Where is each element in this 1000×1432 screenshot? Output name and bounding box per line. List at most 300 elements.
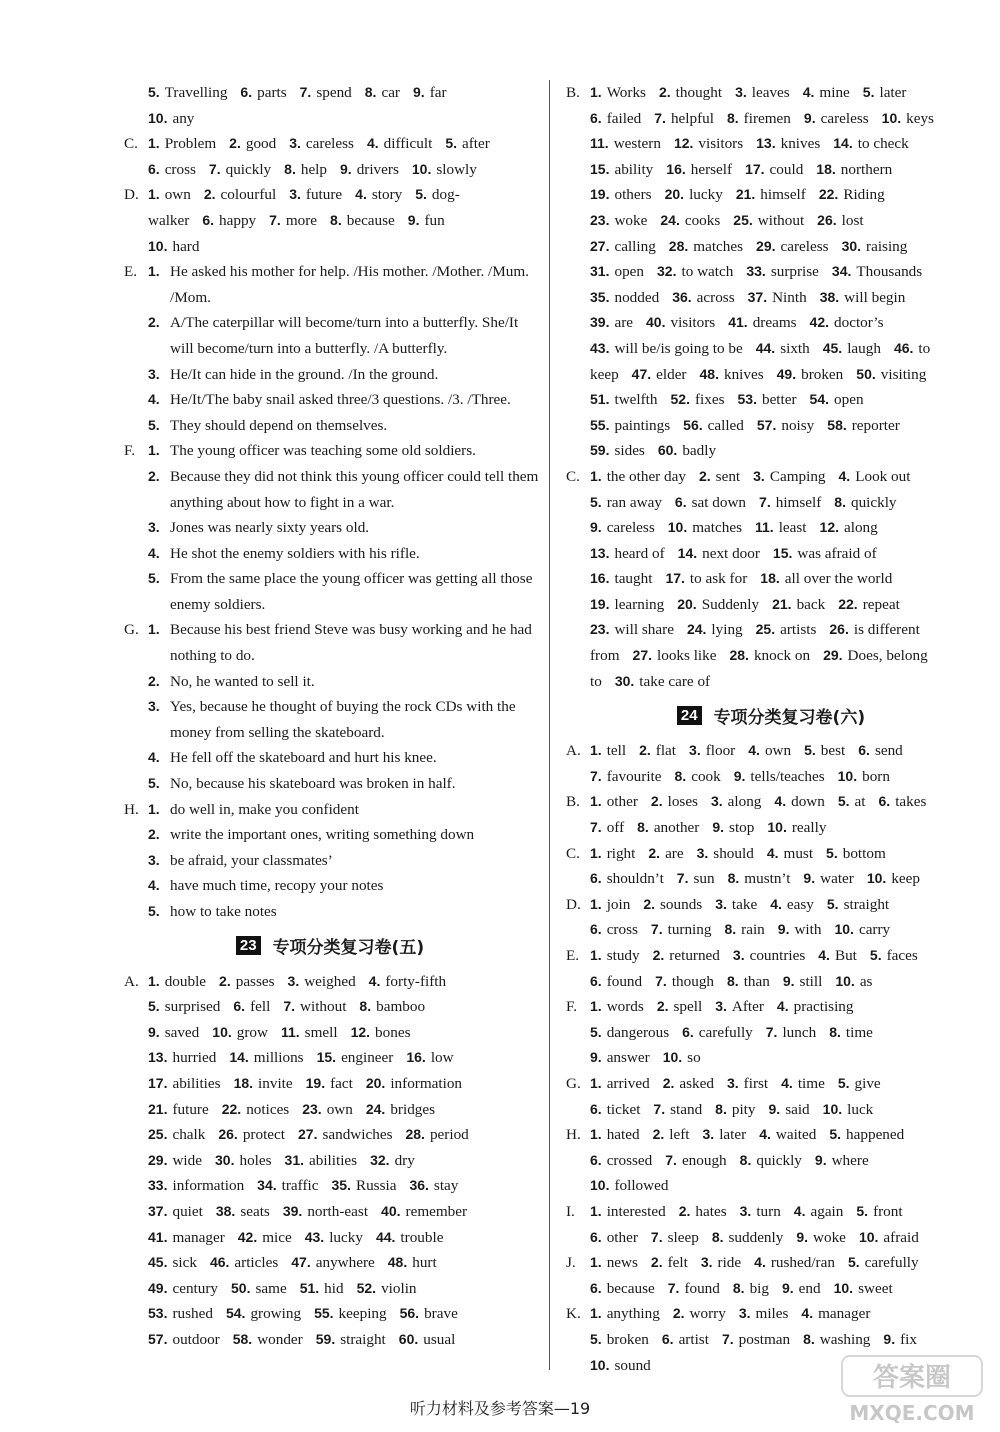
answer-line <box>590 592 980 618</box>
answer-text: straight <box>843 895 890 913</box>
answer-line <box>590 789 980 815</box>
question-number: 33. <box>148 1177 168 1194</box>
answer-text: waited <box>775 1126 817 1144</box>
question-number: 11. <box>280 1023 300 1040</box>
answer-text: wonder <box>257 1330 303 1348</box>
question-number: 56. <box>683 416 703 433</box>
question-number: 10. <box>858 1228 879 1245</box>
answer-text: hurt <box>412 1254 437 1272</box>
question-number: 34. <box>831 263 852 280</box>
answer-text: herself <box>690 160 733 178</box>
question-number: 7. <box>654 109 666 126</box>
answer-text: across <box>696 288 735 306</box>
question-number: 6. <box>590 1279 602 1296</box>
answer-text: found <box>684 1279 720 1297</box>
question-number: 3. <box>715 998 727 1015</box>
answer-item <box>148 771 540 797</box>
question-number: 17. <box>745 160 765 177</box>
answer-text: dreams <box>752 314 797 332</box>
answer-text: along <box>727 793 762 811</box>
section-label: C. <box>566 467 580 485</box>
answer-text: notices <box>246 1100 290 1118</box>
answer-text: will begin <box>844 288 906 306</box>
answer-item <box>148 541 540 567</box>
question-number: 45. <box>822 339 843 356</box>
answer-text: He fell off the skateboard and hurt his knee. <box>170 749 437 767</box>
section-label: C. <box>124 135 138 153</box>
answer-text: badly <box>682 442 717 460</box>
question-number: 40. <box>381 1202 401 1219</box>
question-number: 2. <box>219 972 231 989</box>
answer-text: any <box>172 109 195 127</box>
answer-text: the other day <box>606 467 686 485</box>
answer-text: himself <box>775 493 822 511</box>
answer-text: news <box>606 1254 638 1272</box>
answer-text: rain <box>741 921 765 939</box>
question-number: 19. <box>590 595 610 612</box>
question-number: 10. <box>590 1356 610 1373</box>
answer-text: sweet <box>858 1279 893 1297</box>
answer-item <box>148 464 540 515</box>
question-number: 1. <box>148 972 160 989</box>
answer-line <box>590 310 980 336</box>
answer-text: rushed <box>172 1305 213 1323</box>
answer-text: quiet <box>172 1202 203 1220</box>
answer-text: artist <box>678 1330 709 1348</box>
question-number: 38. <box>215 1202 236 1219</box>
answer-text: lucky <box>689 186 723 204</box>
question-number: 9. <box>796 1228 809 1245</box>
page-footer: 听力材料及参考答案—19 <box>409 1399 591 1418</box>
answer-text: northern <box>840 160 893 178</box>
question-number: 19. <box>305 1074 326 1091</box>
question-number: 9. <box>781 1279 794 1296</box>
answer-text: careless <box>820 109 869 127</box>
answer-line <box>590 438 980 464</box>
question-number: 14. <box>677 544 698 561</box>
answer-text: Camping <box>769 467 826 485</box>
question-number: 6. <box>240 84 253 100</box>
answer-text: with <box>794 921 822 939</box>
answer-text: millions <box>253 1049 304 1067</box>
question-number: 6. <box>590 109 602 126</box>
question-number: 35. <box>331 1177 351 1194</box>
question-number: 10. <box>881 109 902 126</box>
question-number: 26. <box>817 211 837 228</box>
answer-section <box>562 994 980 1071</box>
question-number: 4. <box>368 972 381 989</box>
question-number: 47. <box>631 365 652 382</box>
answer-text: though <box>671 972 715 990</box>
question-number: 4. <box>759 1126 771 1143</box>
answer-line <box>590 643 980 669</box>
question-number: 1. <box>590 947 602 963</box>
question-number: 1. <box>590 84 602 100</box>
answer-text: knives <box>723 365 764 383</box>
question-number: 10. <box>667 519 688 536</box>
question-number: 40. <box>646 314 666 331</box>
question-number: 13. <box>590 544 610 561</box>
answer-text: right <box>606 844 636 862</box>
answer-text: visitors <box>698 135 744 153</box>
question-number: 42. <box>809 314 830 331</box>
question-number: 23. <box>590 211 610 228</box>
answer-text: fixes <box>694 391 725 409</box>
answer-text: happy <box>219 211 257 229</box>
question-number: 17. <box>148 1074 168 1091</box>
section-label: E. <box>124 263 138 281</box>
answer-text: wide <box>172 1151 202 1169</box>
answer-text: abilities <box>172 1074 221 1092</box>
answer-text: crossed <box>606 1151 653 1169</box>
answer-text: rushed/ran <box>770 1254 835 1272</box>
question-number: 7. <box>653 1100 666 1117</box>
answer-section <box>562 80 980 464</box>
answer-section <box>120 80 540 131</box>
question-number: 6. <box>661 1330 674 1347</box>
answer-text: least <box>778 519 807 537</box>
section-label: D. <box>566 895 581 913</box>
question-number: 13. <box>756 135 776 152</box>
answer-line <box>590 1327 980 1353</box>
section-label: H. <box>124 800 139 818</box>
answer-line <box>590 234 980 260</box>
question-number: 37. <box>747 288 768 305</box>
answer-text: Because his best friend Steve was busy working and he had nothing to do. <box>170 621 532 665</box>
section-label: E. <box>566 947 580 964</box>
answer-text: western <box>613 135 661 153</box>
question-number: 6. <box>148 160 160 177</box>
question-number: 1. <box>590 1305 602 1322</box>
question-number: 7. <box>650 921 663 938</box>
question-number: 7. <box>759 493 771 510</box>
answer-section <box>120 131 540 182</box>
question-number: 23. <box>302 1100 322 1117</box>
question-number: 6. <box>590 921 602 938</box>
question-number: 7. <box>655 972 667 989</box>
question-number: 41. <box>728 314 748 331</box>
question-number: 5. <box>856 1202 869 1219</box>
question-number: 10. <box>837 767 858 784</box>
answer-text: firemen <box>743 109 791 127</box>
answer-section <box>120 438 540 617</box>
question-number: 8. <box>727 972 739 989</box>
question-number: 5. <box>590 1330 602 1347</box>
question-number: 6. <box>682 1023 694 1040</box>
question-number: 8. <box>330 211 342 228</box>
section-label: D. <box>124 186 139 204</box>
answer-text: But <box>834 947 857 964</box>
answer-text: cross <box>164 160 196 178</box>
answer-text: lying <box>711 621 743 639</box>
answer-text: growing <box>250 1305 302 1323</box>
answer-line <box>590 617 980 643</box>
question-number: 4. <box>838 467 851 484</box>
question-number: 3. <box>148 851 160 868</box>
answer-text: raising <box>866 237 908 255</box>
answer-item <box>148 413 540 439</box>
question-number: 38. <box>819 288 840 305</box>
question-number: 6. <box>590 1100 602 1117</box>
question-number: 54. <box>225 1305 246 1322</box>
answer-text: anything <box>606 1305 660 1323</box>
question-number: 4. <box>148 544 160 561</box>
question-number: 11. <box>590 135 609 152</box>
watermark-url: MXQE.COM <box>849 1401 975 1425</box>
answer-text: back <box>796 595 826 613</box>
question-number: 7. <box>299 84 312 100</box>
answer-text: matches <box>693 237 744 255</box>
question-number: 4. <box>781 1074 793 1091</box>
question-number: 3. <box>732 947 745 963</box>
answer-line <box>590 362 980 388</box>
answer-text: century <box>172 1279 219 1297</box>
question-number: 5. <box>148 998 160 1015</box>
question-number: 2. <box>639 742 651 759</box>
answer-text: lunch <box>782 1023 817 1041</box>
answer-text: No, he wanted to sell it. <box>170 672 315 690</box>
question-number: 16. <box>406 1049 426 1066</box>
answer-text: smell <box>304 1023 338 1041</box>
answer-text: stand <box>670 1100 703 1118</box>
question-number: 1. <box>590 1202 602 1219</box>
answer-text: knives <box>780 135 821 153</box>
question-number: 51. <box>590 391 610 408</box>
answer-text: forty-fifth <box>385 972 447 990</box>
answer-text: ability <box>614 160 654 178</box>
question-number: 5. <box>445 135 457 152</box>
answer-item <box>148 848 540 874</box>
answer-section <box>562 464 980 694</box>
question-number: 2. <box>656 998 669 1015</box>
question-number: 50. <box>856 365 876 382</box>
answer-text: sandwiches <box>322 1126 393 1144</box>
answer-section <box>562 789 980 840</box>
question-number: 3. <box>739 1202 752 1219</box>
answer-text: cross <box>606 921 638 939</box>
answer-text: usual <box>423 1330 456 1348</box>
answer-text: first <box>743 1074 769 1092</box>
question-number: 3. <box>710 793 723 810</box>
answer-text: own <box>164 186 191 204</box>
answer-text: suddenly <box>728 1228 784 1246</box>
question-number: 6. <box>878 793 891 810</box>
question-number: 30. <box>614 672 635 689</box>
question-number: 43. <box>590 339 610 356</box>
question-number: 6. <box>202 211 215 228</box>
question-number: 24. <box>365 1100 386 1117</box>
section-label: F. <box>124 442 136 460</box>
question-number: 4. <box>766 844 779 861</box>
question-number: 43. <box>304 1228 325 1245</box>
question-number: 4. <box>366 135 379 152</box>
answer-line <box>148 80 540 106</box>
answer-line <box>148 1071 540 1097</box>
answer-line <box>590 669 980 695</box>
answer-text: fun <box>424 211 445 229</box>
answer-text: said <box>785 1100 810 1118</box>
question-number: 8. <box>364 84 377 100</box>
answer-line <box>590 566 980 592</box>
section-title: 专项分类复习卷(六) <box>713 707 866 728</box>
question-number: 9. <box>712 819 725 836</box>
question-number: 1. <box>148 263 160 280</box>
answer-text: violin <box>381 1279 417 1297</box>
answer-text: noisy <box>781 416 815 434</box>
answer-text: other <box>606 1228 638 1246</box>
answer-line <box>148 1327 540 1353</box>
answer-text: lost <box>841 211 864 229</box>
answer-text: are <box>614 314 634 332</box>
question-number: 8. <box>637 819 649 836</box>
answer-item <box>148 694 540 745</box>
answer-text: time <box>797 1074 825 1092</box>
answer-line <box>148 1276 540 1302</box>
question-number: 58. <box>232 1330 253 1347</box>
question-number: 5. <box>148 570 160 587</box>
question-number: 2. <box>148 467 160 484</box>
question-number: 2. <box>658 84 671 100</box>
answer-text: good <box>245 135 277 153</box>
answer-text: hates <box>695 1202 727 1220</box>
answer-text: easy <box>786 895 814 913</box>
answer-text: failed <box>606 109 642 127</box>
answer-text: join <box>606 895 631 913</box>
answer-text: worry <box>689 1305 726 1323</box>
answer-text: manager <box>818 1305 871 1323</box>
answer-text: hurried <box>172 1049 217 1067</box>
answer-text: down <box>791 793 825 811</box>
question-number: 56. <box>399 1305 420 1322</box>
answer-line <box>590 182 980 208</box>
question-number: 16. <box>666 160 686 177</box>
answer-line <box>590 815 980 841</box>
answer-item <box>148 899 540 925</box>
answer-line <box>148 969 540 995</box>
question-number: 2. <box>650 1254 663 1271</box>
answer-section <box>562 1122 980 1199</box>
section-label: B. <box>566 793 580 811</box>
answer-text: car <box>381 84 400 101</box>
answer-text: mustn’t <box>744 870 791 888</box>
answer-text: asked <box>679 1074 714 1092</box>
answer-line <box>590 969 980 995</box>
answer-line <box>148 1225 540 1251</box>
answer-text: afraid <box>883 1228 919 1246</box>
question-number: 10. <box>662 1049 683 1066</box>
answer-text: careless <box>305 135 354 153</box>
question-number: 4. <box>754 1254 766 1271</box>
answer-text: carefully <box>864 1254 919 1272</box>
question-number: 3. <box>289 186 301 203</box>
answer-text: colourful <box>220 186 277 204</box>
question-number: 22. <box>838 595 858 612</box>
answer-text: without <box>300 998 347 1016</box>
question-number: 10. <box>148 109 168 126</box>
answer-text: sat down <box>691 493 747 511</box>
answer-text: sick <box>172 1254 197 1272</box>
answer-line <box>590 892 980 918</box>
answer-text: so <box>687 1049 701 1067</box>
answer-line <box>148 1250 540 1276</box>
answer-text: bones <box>375 1023 411 1041</box>
question-number: 35. <box>590 288 610 305</box>
question-number: 8. <box>284 160 296 177</box>
question-number: 5. <box>829 1126 842 1143</box>
answer-line <box>590 1276 980 1302</box>
question-number: 6. <box>674 493 687 510</box>
question-number: 57. <box>756 416 777 433</box>
section-label: B. <box>566 84 580 101</box>
answer-text: give <box>854 1074 881 1092</box>
question-number: 12. <box>819 519 839 536</box>
question-number: 18. <box>816 160 836 177</box>
question-number: 10. <box>411 160 432 177</box>
answer-text: difficult <box>383 135 433 153</box>
answer-text: quickly <box>850 493 897 511</box>
question-number: 9. <box>768 1100 781 1117</box>
answer-text: far <box>429 84 447 101</box>
answer-text: sleep <box>667 1228 699 1246</box>
answer-line <box>590 106 980 132</box>
answer-text: later <box>879 84 907 101</box>
answer-text: holes <box>239 1151 272 1169</box>
answer-line <box>148 208 540 234</box>
answer-text: Jones was nearly sixty years old. <box>170 519 370 537</box>
answer-text: Because they did not think this young officer could tell them anything about how to fight in a war. <box>170 467 539 511</box>
answer-item <box>148 387 540 413</box>
answer-text: Yes, because he thought of buying the rock CDs with the money from selling the skateboard. <box>170 698 516 741</box>
question-number: 4. <box>774 793 787 810</box>
answer-text: looks like <box>657 647 717 665</box>
question-number: 8. <box>711 1228 724 1245</box>
answer-section <box>120 969 540 1353</box>
question-number: 26. <box>829 621 849 638</box>
answer-text: pity <box>731 1100 756 1118</box>
answer-text: A/The caterpillar will become/turn into a butterfly. She/It will become/turn into a butterfly. /A butterfly. <box>170 314 519 357</box>
question-number: 44. <box>375 1228 396 1245</box>
question-number: 2. <box>148 826 160 843</box>
answer-text: are <box>665 844 684 862</box>
question-number: 29. <box>756 237 776 254</box>
answer-text: take care of <box>639 672 711 690</box>
answer-text: best <box>820 742 846 760</box>
question-number: 1. <box>148 135 160 152</box>
question-number: 34. <box>257 1177 277 1194</box>
answer-text: stay <box>433 1177 459 1195</box>
question-number: 28. <box>405 1126 425 1143</box>
question-number: 26. <box>218 1126 238 1143</box>
question-number: 4. <box>793 1202 806 1219</box>
question-number: 10. <box>833 1279 854 1296</box>
question-number: 5. <box>148 903 160 919</box>
question-number: 9. <box>340 160 352 177</box>
question-number: 2. <box>650 793 663 810</box>
answer-text: keeping <box>338 1305 387 1323</box>
answer-text: answer <box>606 1049 650 1067</box>
answer-text: future <box>172 1100 209 1118</box>
question-number: 49. <box>148 1279 168 1296</box>
question-number: 18. <box>233 1074 254 1091</box>
question-number: 7. <box>667 1279 680 1296</box>
question-number: 45. <box>148 1254 168 1271</box>
section-label: H. <box>566 1126 581 1144</box>
answer-line <box>590 131 980 157</box>
answer-text: because <box>606 1279 655 1297</box>
question-number: 8. <box>724 921 737 938</box>
question-number: 27. <box>590 237 610 254</box>
question-number: 39. <box>590 314 610 331</box>
